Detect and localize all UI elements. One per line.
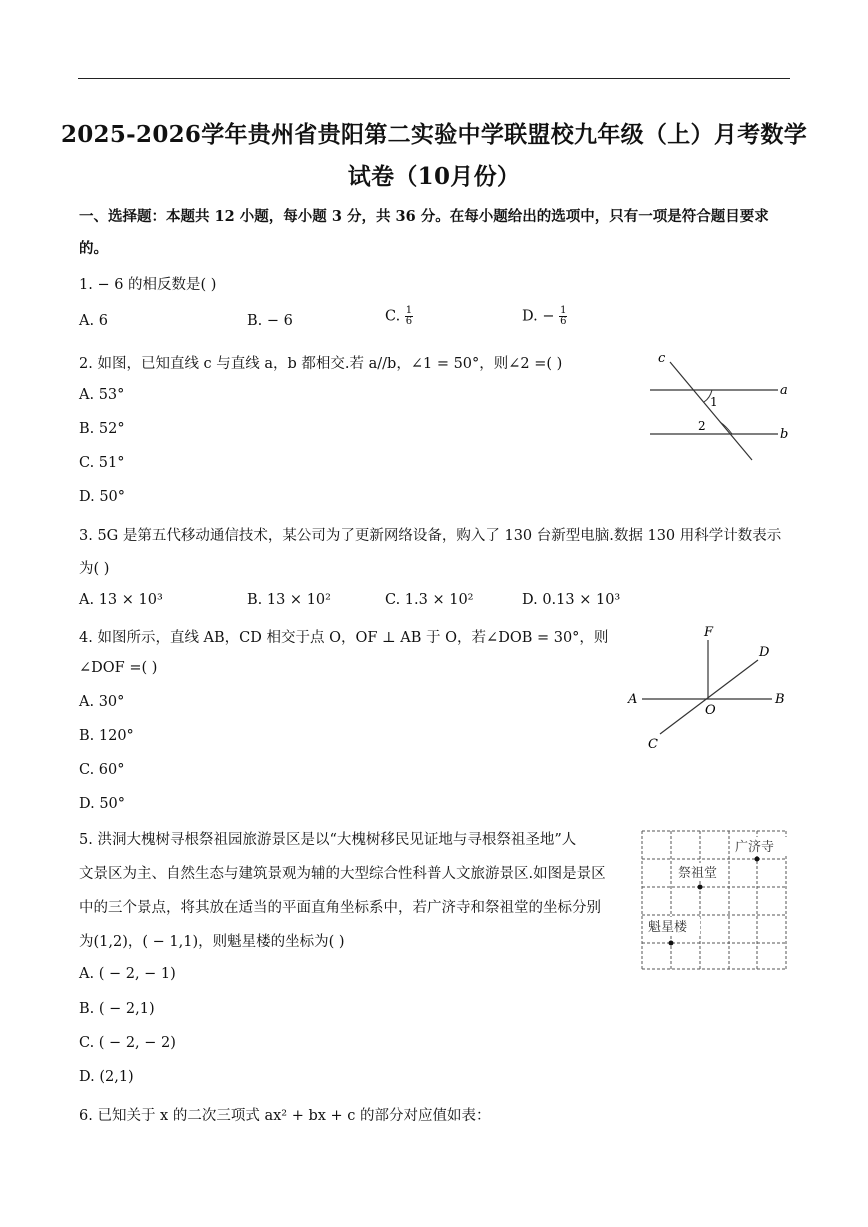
q5-stem-cont2: 中的三个景点，将其放在适当的平面直角坐标系中，若广济寺和祭祖堂的坐标分别 [79, 900, 601, 916]
q5-option-d: D. (2,1) [79, 1069, 134, 1085]
q5-stem-cont1: 文景区为主、自然生态与建筑景观为辅的大型综合性科普人文旅游景区.如图是景区 [79, 866, 606, 882]
q3-stem: 3. 5G 是第五代移动通信技术，某公司为了更新网络设备，购入了 130 台新型电脑.数据 130 用科学计数表示 [79, 528, 782, 544]
label-2: 2 [698, 419, 706, 433]
q2-option-c: C. 51° [79, 455, 125, 471]
q2-option-b: B. 52° [79, 421, 125, 437]
q4-option-b: B. 120° [79, 728, 134, 744]
q3-option-d: D. 0.13 × 10³ [522, 592, 621, 608]
q5-stem-cont3: 为(1,2)，( − 1,1)，则魁星楼的坐标为( ) [79, 934, 345, 950]
q3-option-c: C. 1.3 × 10² [385, 592, 474, 608]
q2-stem: 2. 如图，已知直线 c 与直线 a，b 都相交.若 a//b，∠1 = 50°，则∠2 =( ) [79, 356, 563, 372]
q1-option-c: C. $\frac{1}{6}$ [385, 305, 413, 327]
section-heading-cont: 的。 [79, 240, 108, 257]
q3-stem-cont: 为( ) [79, 561, 110, 577]
line-c [670, 362, 752, 460]
label-guangji: 广济寺 [735, 840, 775, 855]
label-b: b [780, 427, 789, 442]
q1-stem: 1. − 6 的相反数是( ) [79, 277, 217, 293]
page-title-line2: 试卷（10月份） [347, 163, 521, 190]
label-f: F [704, 625, 714, 640]
label-a: a [780, 383, 788, 398]
point-jizu [698, 885, 703, 890]
q2-figure [640, 348, 800, 468]
point-kuixing [669, 941, 674, 946]
page-title-line1: 2025-2026学年贵州省贵阳第二实验中学联盟校九年级（上）月考数学 [60, 121, 808, 148]
line-cd [660, 660, 758, 734]
q3-option-a: A. 13 × 10³ [79, 592, 163, 608]
q1-option-d: D. − $\frac{1}{6}$ [522, 305, 567, 327]
q6-stem: 6. 已知关于 x 的二次三项式 ax² + bx + c 的部分对应值如表： [79, 1108, 491, 1124]
label-c: C [648, 737, 658, 752]
point-guangji [755, 857, 760, 862]
label-d: D [759, 645, 770, 660]
q4-stem-cont: ∠DOF =( ) [79, 660, 158, 676]
label-a: A [628, 692, 638, 707]
q4-option-a: A. 30° [79, 694, 125, 710]
q5-option-b: B. ( − 2,1) [79, 1001, 155, 1017]
q2-option-d: D. 50° [79, 489, 126, 505]
label-c: c [658, 351, 666, 366]
q5-option-c: C. ( − 2, − 2) [79, 1035, 176, 1051]
label-b: B [775, 692, 785, 707]
label-jizu: 祭祖堂 [678, 866, 718, 881]
label-1: 1 [710, 395, 718, 409]
q1-option-a: A. 6 [79, 313, 108, 329]
q2-option-a: A. 53° [79, 387, 125, 403]
q5-stem: 5. 洪洞大槐树寻根祭祖园旅游景区是以“大槐树移民见证地与寻根祭祖圣地”人 [79, 832, 577, 848]
label-kuixing: 魁星楼 [648, 920, 688, 935]
section-heading: 一、选择题：本题共 12 小题，每小题 3 分，共 36 分。在每小题给出的选项中，只有一项是符合题目要求 [79, 208, 769, 225]
q4-option-d: D. 50° [79, 796, 126, 812]
q5-grid-figure [640, 829, 790, 971]
q3-option-b: B. 13 × 10² [247, 592, 331, 608]
q5-option-a: A. ( − 2, − 1) [79, 966, 176, 982]
label-o: O [705, 703, 716, 718]
q4-figure [620, 620, 795, 755]
q4-option-c: C. 60° [79, 762, 125, 778]
q1-option-b: B. − 6 [247, 313, 293, 329]
header-rule [78, 78, 790, 79]
q4-stem: 4. 如图所示，直线 AB，CD 相交于点 O，OF ⊥ AB 于 O，若∠DOB = 30°，则 [79, 630, 609, 646]
